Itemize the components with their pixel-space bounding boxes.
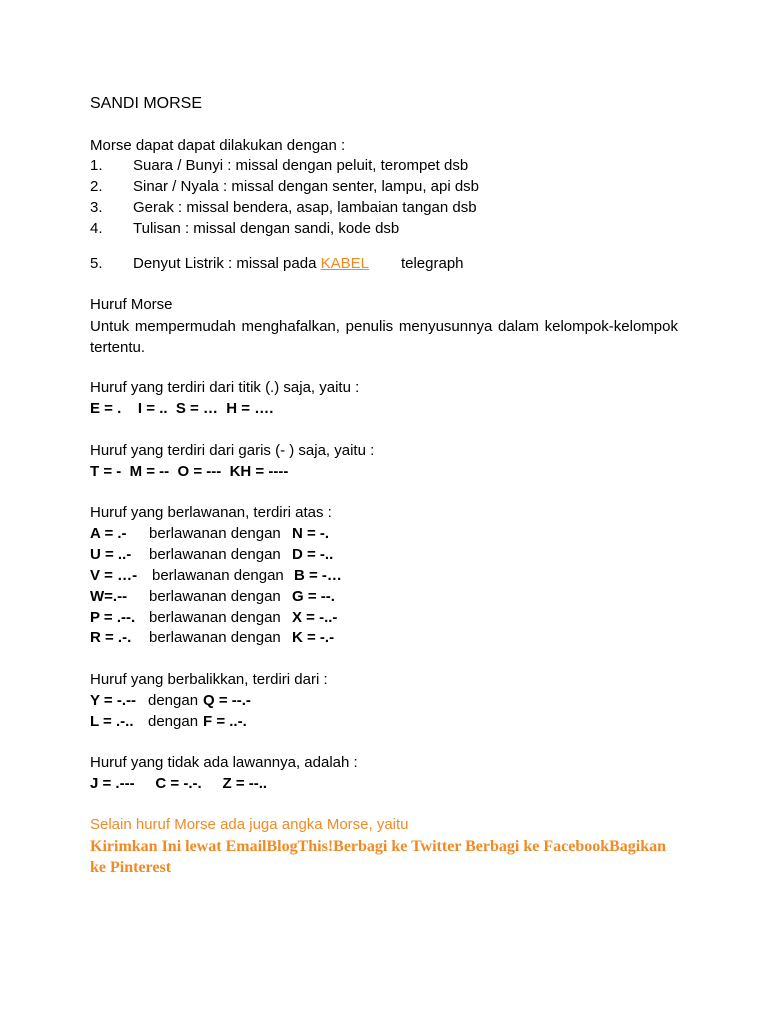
share-facebook-link[interactable]: Berbagi ke Facebook	[465, 838, 610, 855]
morse-code: G = --.	[292, 588, 335, 605]
morse-line: J = .--- C = -.-. Z = --..	[90, 775, 268, 792]
section-heading: Huruf yang terdiri dari titik (.) saja, yaitu :	[90, 379, 360, 396]
document-title: SANDI MORSE	[90, 95, 203, 112]
morse-code: B = -…	[294, 567, 342, 584]
paragraph: Untuk mempermudah menghafalkan, penulis menyusunnya dalam kelompok-kelompok tertentu.	[90, 318, 678, 356]
intro-text: Morse dapat dapat dilakukan dengan :	[90, 137, 346, 154]
relation-text: berlawanan dengan	[149, 609, 281, 626]
reverse-row	[90, 713, 678, 731]
list-number: 1.	[90, 157, 103, 174]
section-heading: Huruf yang tidak ada lawannya, adalah :	[90, 754, 358, 771]
section-heading: Huruf yang terdiri dari garis (- ) saja, yaitu :	[90, 442, 375, 459]
morse-code: U = ..-	[90, 546, 132, 563]
share-twitter-link[interactable]: Berbagi ke Twitter	[333, 838, 462, 855]
opposite-row	[90, 629, 678, 647]
list-text: Tulisan : missal dengan sandi, kode dsb	[133, 220, 400, 237]
morse-code: V = …-	[90, 567, 138, 584]
morse-code: X = -..-	[292, 609, 338, 626]
list-text: Suara / Bunyi : missal dengan peluit, terompet dsb	[133, 157, 469, 174]
relation-text: berlawanan dengan	[152, 567, 284, 584]
share-pinterest-link[interactable]: Bagikan ke Pinterest	[90, 838, 667, 876]
list-text-suffix: telegraph	[400, 255, 464, 272]
morse-line: E = . I = .. S = … H = ….	[90, 400, 274, 417]
morse-line: T = - M = -- O = --- KH = ----	[90, 463, 289, 480]
reverse-row	[90, 692, 678, 710]
share-blogthis-link[interactable]: BlogThis!	[266, 838, 334, 855]
section-heading: Huruf Morse	[90, 296, 173, 313]
relation-text: berlawanan dengan	[149, 546, 281, 563]
list-text: Sinar / Nyala : missal dengan senter, lampu, api dsb	[133, 178, 480, 195]
angka-text: Selain huruf Morse ada juga angka Morse, yaitu	[90, 816, 409, 833]
relation-text: berlawanan dengan	[149, 588, 281, 605]
relation-text: dengan	[148, 692, 199, 709]
list-text	[133, 255, 464, 273]
morse-code: L = .-..	[90, 713, 134, 730]
relation-text: dengan	[148, 713, 199, 730]
list-text-prefix: Denyut Listrik : missal pada	[133, 255, 321, 272]
morse-code: D = -..	[292, 546, 334, 563]
list-number: 4.	[90, 220, 103, 237]
list-number: 2.	[90, 178, 103, 195]
relation-text: berlawanan dengan	[149, 525, 281, 542]
morse-code: R = .-.	[90, 629, 132, 646]
opposite-row	[90, 525, 678, 543]
list-number: 3.	[90, 199, 103, 216]
morse-code: W=.--	[90, 588, 128, 605]
list-number: 5.	[90, 255, 103, 272]
section-heading: Huruf yang berbalikkan, terdiri dari :	[90, 671, 328, 688]
opposite-row	[90, 609, 678, 627]
opposite-row	[90, 588, 678, 606]
share-links	[90, 836, 678, 878]
opposite-row	[90, 546, 678, 564]
kabel-link[interactable]: KABEL	[320, 255, 369, 272]
morse-code: F = ..-.	[203, 713, 247, 730]
opposite-row	[90, 567, 678, 585]
share-email-link[interactable]: Kirimkan Ini lewat Email	[90, 838, 267, 855]
relation-text: berlawanan dengan	[149, 629, 281, 646]
morse-code: Q = --.-	[203, 692, 251, 709]
morse-code: Y = -.--	[90, 692, 136, 709]
section-heading: Huruf yang berlawanan, terdiri atas :	[90, 504, 332, 521]
morse-code: P = .--.	[90, 609, 136, 626]
list-text: Gerak : missal bendera, asap, lambaian tangan dsb	[133, 199, 477, 216]
morse-code: K = -.-	[292, 629, 335, 646]
morse-code: N = -.	[292, 525, 330, 542]
morse-code: A = .-	[90, 525, 127, 542]
